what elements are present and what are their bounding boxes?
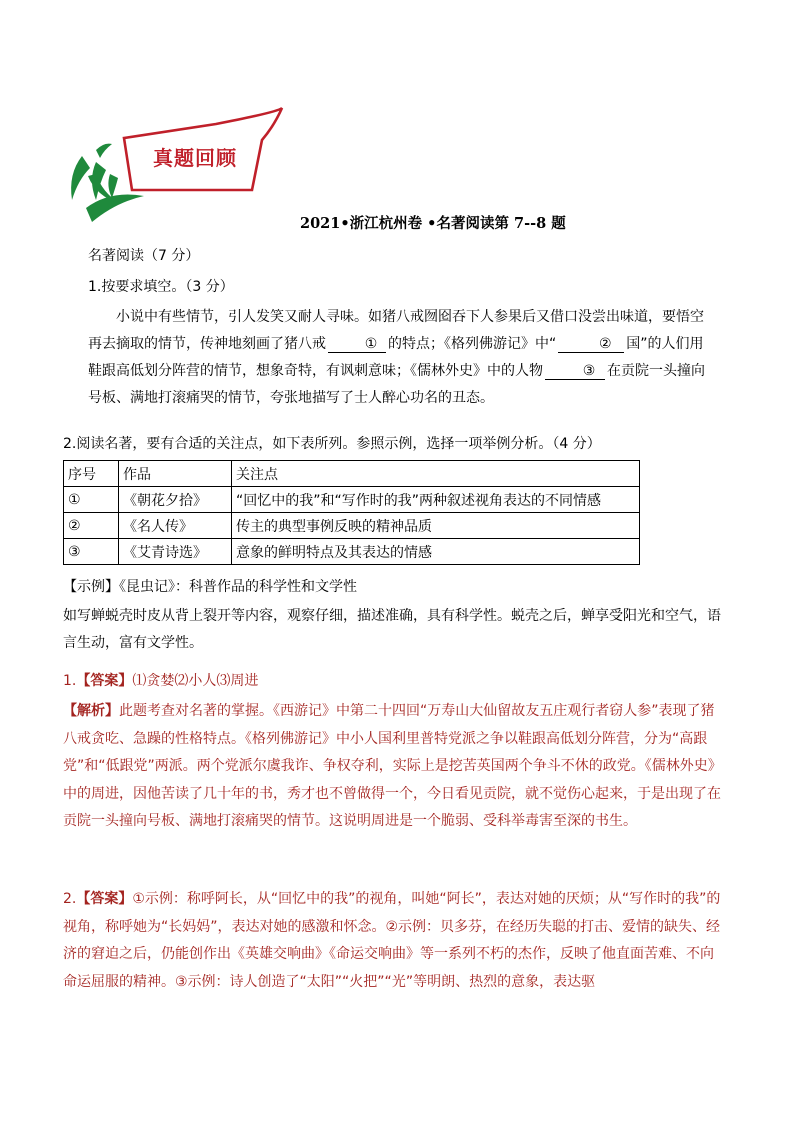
- example-text: [63, 603, 723, 657]
- answer-2-text: ①示例：称呼阿长，从“回忆中的我”的视角，叫她“阿长”，表达对她的厌烦；从“写作时的我”的视角，称呼她为“长妈妈”，表达对她的感激和怀念。②示例：贝多芬，在经历失聪的打击、爱情的缺失、经济的窘迫之后，仍能创作出《英雄交响曲》《命运交响曲》等一系列不朽的杰作，反映了他直面苦难、不向命运屈服的精神。③示例：诗人创造了“太阳”“火把”“光”等明朗、热烈的意象，表达驱: [63, 891, 721, 990]
- answer-2-block: [63, 886, 723, 996]
- table-cell: 意象的鲜明特点及其表达的情感: [232, 539, 640, 565]
- example-paragraph: 如写蝉蜕壳时皮从背上裂开等内容，观察仔细，描述准确，具有科学性。蜕壳之后，蝉享受阳光和空气，语言生动，富有文学性。: [63, 608, 721, 651]
- document-title: 2021•浙江杭州卷 •名著阅读第 7--8 题: [300, 215, 566, 232]
- analysis-text: 此题考查对名著的掌握。《西游记》中第二十四回“万寿山大仙留故友五庄观行者窃人参”表现了猪八戒贪吃、急躁的性格特点。《格列佛游记》中小人国利里普特党派之争以鞋跟高低划分阵营，分为“高跟党”和“低跟党”两派。两个党派尔虞我诈、争权夺利，实际上是挖苦英国两个争斗不休的政党。《儒林外史》中的周进，因他苦读了几十年的书，秀才也不曾做得一个，今日看见贡院，就不觉伤心起来，于是出现了在贡院一头撞向号板、满地打滚痛哭的情节。这说明周进是一个脆弱、受科举毒害至深的书生。: [63, 703, 722, 829]
- question-1-paragraph: [88, 304, 716, 412]
- example-title: 【示例】《昆虫记》：科普作品的科学性和文学性: [63, 579, 357, 595]
- table-cell: “回忆中的我”和“写作时的我”两种叙述视角表达的不同情感: [232, 487, 640, 513]
- answer-1-prefix: 1.: [63, 673, 77, 689]
- question-1-label: 1.按要求填空。（3 分）: [88, 279, 234, 295]
- table-header-cell: 关注点: [232, 461, 640, 487]
- answer-2-prefix: 2.: [63, 891, 77, 907]
- answer-1-label: 【答案】: [76, 673, 133, 689]
- table-row: [64, 513, 640, 539]
- answer-1-text: ⑴贪婪⑵小人⑶周进: [132, 673, 259, 689]
- table-cell: ①: [64, 487, 119, 513]
- focus-table: [63, 460, 640, 565]
- question-1-text-b: 的特点；《格列佛游记》中“: [388, 336, 557, 352]
- table-header-cell: 序号: [64, 461, 119, 487]
- table-cell: ③: [64, 539, 119, 565]
- table-row: [64, 539, 640, 565]
- analysis-label: 【解析】: [63, 703, 119, 719]
- answer-1-line: [63, 671, 258, 691]
- table-header-cell: 作品: [119, 461, 232, 487]
- table-cell: 《朝花夕拾》: [119, 487, 232, 513]
- question-1-text-a: 小说中有些情节，引人发笑又耐人寻味。如猪八戒囫囵吞下人参果后又借口没尝出味道，要悟空再去摘取的情节，传神地刻画了猪八戒: [88, 309, 704, 352]
- table-cell: 传主的典型事例反映的精神品质: [232, 513, 640, 539]
- section-heading: 名著阅读（7 分）: [88, 248, 200, 264]
- blank-2: ②: [558, 336, 624, 353]
- blank-3: ③: [545, 363, 605, 380]
- table-cell: ②: [64, 513, 119, 539]
- table-cell: 《名人传》: [119, 513, 232, 539]
- question-2-label: 2.阅读名著，要有合适的关注点，如下表所列。参照示例，选择一项举例分析。（4 分）: [63, 436, 601, 452]
- table-row: [64, 487, 640, 513]
- banner-title: 真题回顾: [153, 146, 237, 170]
- blank-1: ①: [328, 336, 386, 353]
- question-1-text-d: 在贡院一头撞向号板、满地打滚痛哭的情节，夸张地描写了士人醉心功名的丑态。: [88, 363, 705, 406]
- table-header-row: [64, 461, 640, 487]
- table-cell: 《艾青诗选》: [119, 539, 232, 565]
- answer-2-label: 【答案】: [76, 891, 133, 907]
- analysis-block: [63, 698, 723, 836]
- question-1-text-c: 国”的人们用鞋跟高低划分阵营的情节，想象奇特，有讽刺意味；《儒林外史》中的人物: [88, 336, 704, 379]
